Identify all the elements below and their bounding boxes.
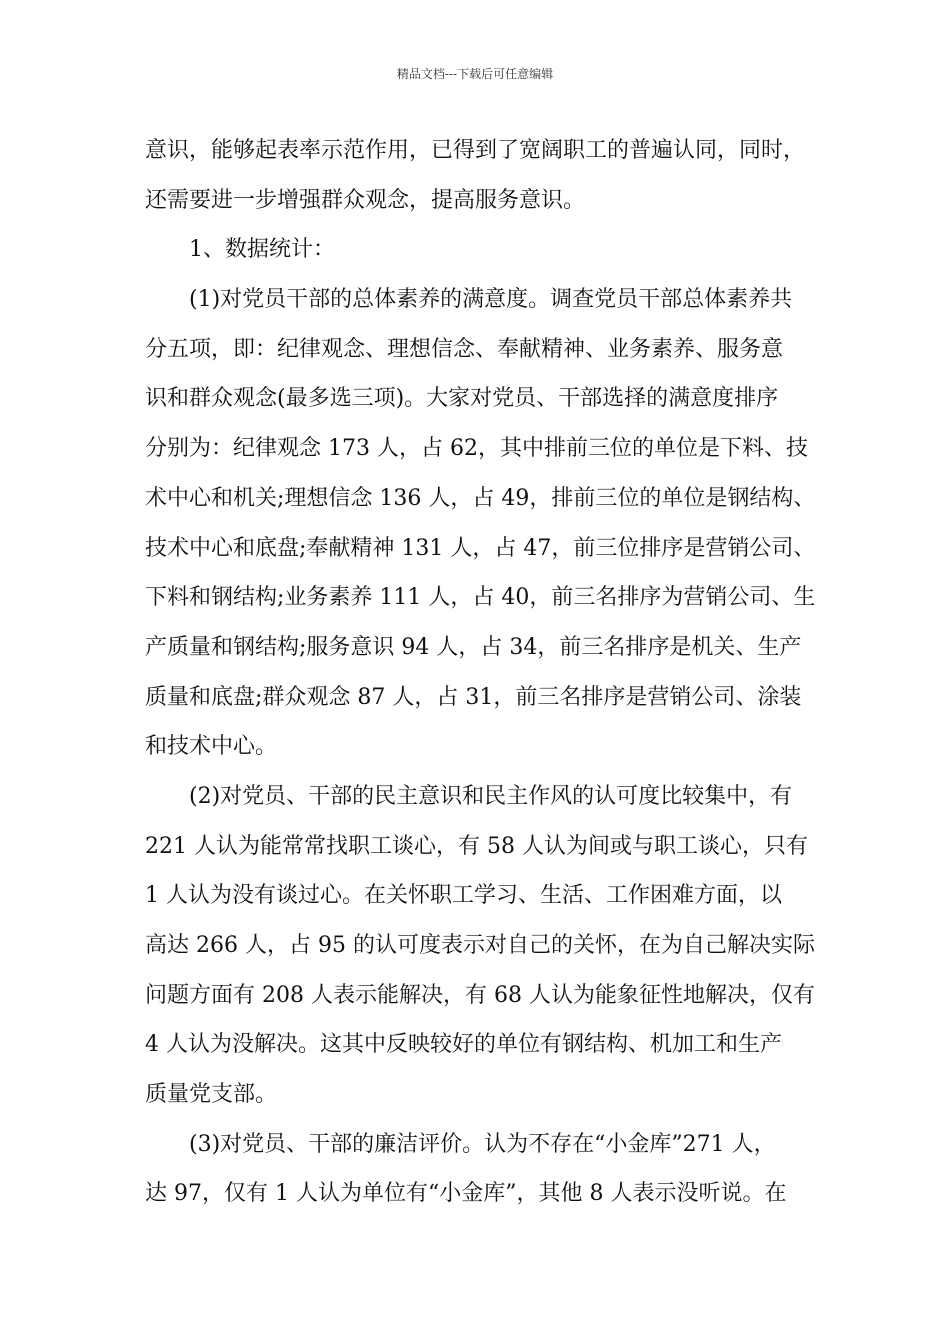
text-line: 分别为：纪律观念 173 人，占 62，其中排前三位的单位是下料、技 (145, 436, 808, 462)
text-line: 意识，能够起表率示范作用，已得到了宽阔职工的普遍认同，同时， (145, 138, 806, 163)
text-line: 问题方面有 208 人表示能解决，有 68 人认为能象征性地解决，仅有 (145, 982, 815, 1008)
text-line: 达 97，仅有 1 人认为单位有“小金库”，其他 8 人表示没听说。在 (145, 1181, 787, 1207)
page-header: 精品文档---下载后可任意编辑 (396, 67, 554, 81)
text-line: 质量和底盘;群众观念 87 人，占 31，前三名排序是营销公司、涂装 (145, 684, 802, 710)
text-line: 221 人认为能常常找职工谈心，有 58 人认为间或与职工谈心，只有 (145, 833, 808, 859)
text-line: 高达 266 人，占 95 的认可度表示对自己的关怀，在为自己解决实际 (145, 933, 815, 958)
text-line: 质量党支部。 (145, 1082, 278, 1108)
text-line: 术中心和机关;理想信念 136 人，占 49，排前三位的单位是钢结构、 (145, 485, 816, 511)
document-body (145, 126, 816, 1219)
paragraph-start: (2)对党员、干部的民主意识和民主作风的认可度比较集中，有 (189, 783, 793, 809)
paragraph-start: (1)对党员干部的总体素养的满意度。调查党员干部总体素养共 (189, 287, 793, 313)
text-line: 还需要进一步增强群众观念，提高服务意识。 (145, 187, 586, 213)
text-line: 识和群众观念(最多选三项)。大家对党员、干部选择的满意度排序 (145, 386, 779, 412)
text-line: 分五项，即：纪律观念、理想信念、奉献精神、业务素养、服务意 (145, 336, 784, 362)
section-heading: 1、数据统计： (189, 237, 335, 263)
text-line: 下料和钢结构;业务素养 111 人，占 40，前三名排序为营销公司、生 (145, 585, 816, 611)
text-line: 产质量和钢结构;服务意识 94 人，占 34，前三名排序是机关、生产 (145, 634, 802, 660)
text-line: 4 人认为没解决。这其中反映较好的单位有钢结构、机加工和生产 (145, 1032, 782, 1058)
paragraph-start: (3)对党员、干部的廉洁评价。认为不存在“小金库”271 人， (189, 1131, 776, 1157)
text-line: 1 人认为没有谈过心。在关怀职工学习、生活、工作困难方面，以 (145, 883, 782, 909)
text-line: 技术中心和底盘;奉献精神 131 人，占 47，前三位排序是营销公司、 (145, 535, 816, 561)
text-line: 和技术中心。 (145, 734, 278, 760)
